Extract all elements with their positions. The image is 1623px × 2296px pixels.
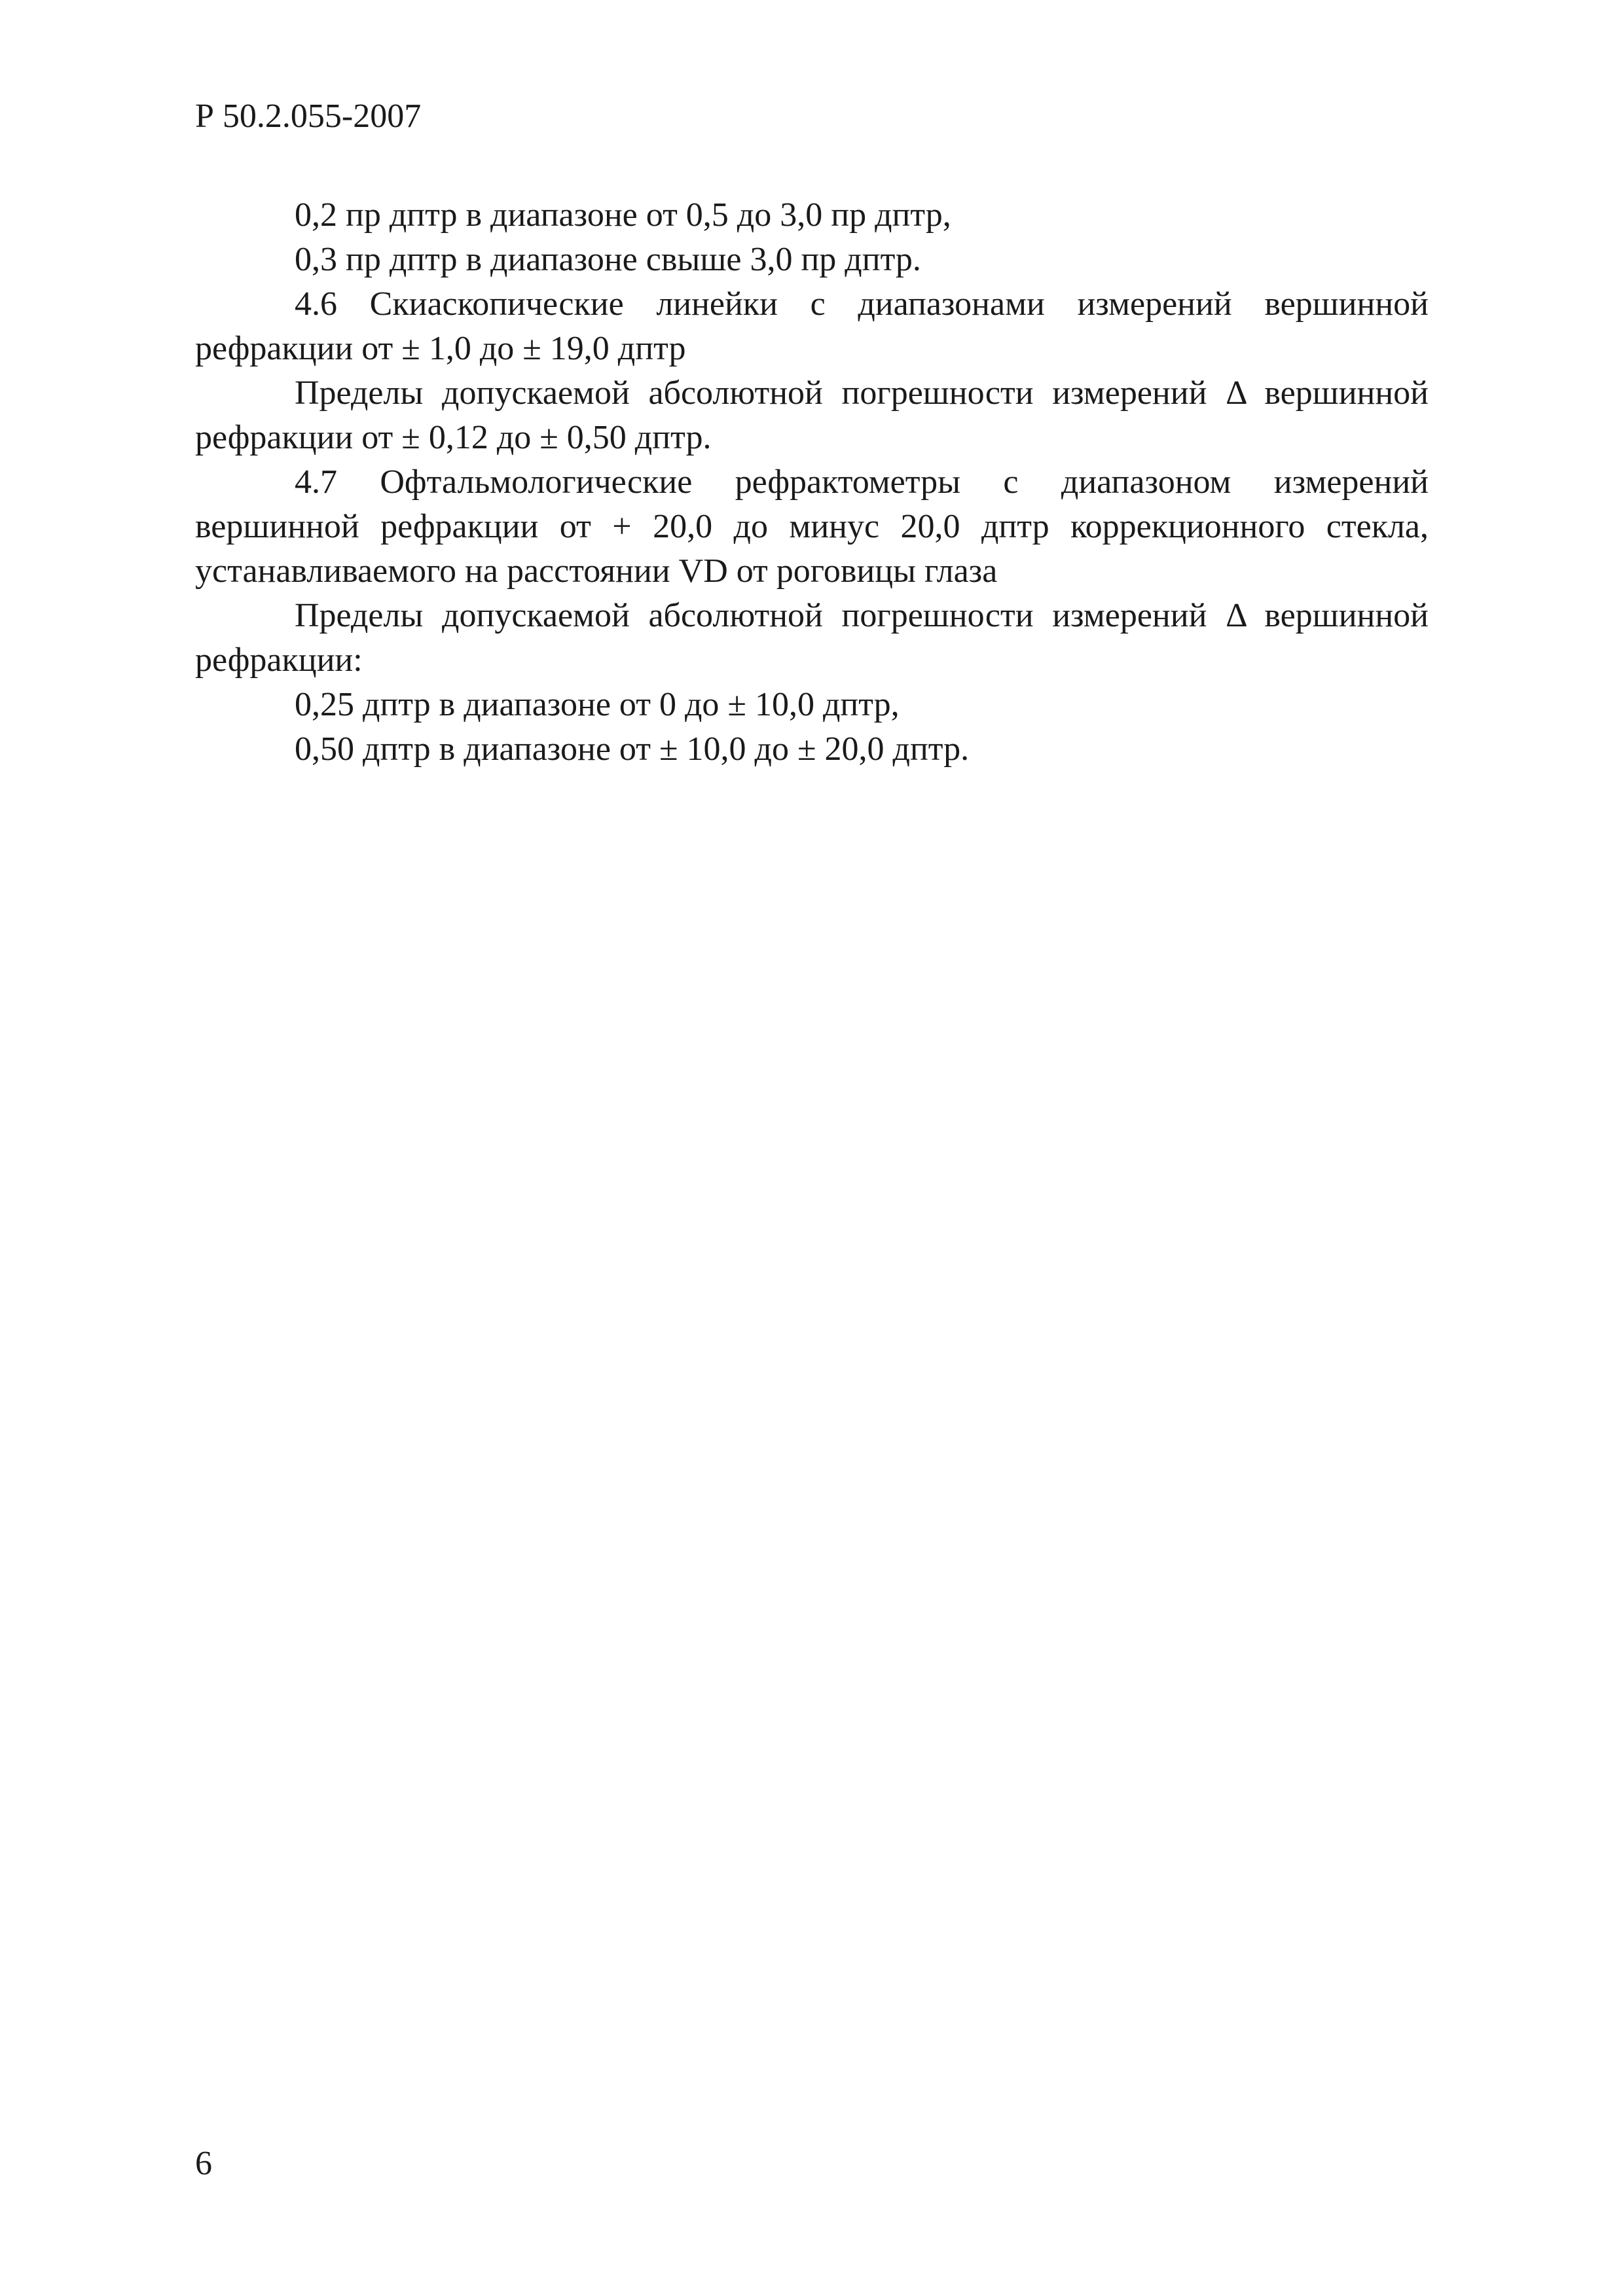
paragraph-error-limits-4-7: Пределы допускаемой абсолютной погрешности измерений Δ вершинной рефракции: <box>195 597 1429 679</box>
page-number: 6 <box>195 2145 212 2182</box>
paragraph-range-0-3: 0,3 пр дптр в диапазоне свыше 3,0 пр дптр. <box>295 241 921 278</box>
paragraph-error-limits-4-6: Пределы допускаемой абсолютной погрешности измерений Δ вершинной рефракции от ± 0,12 до ± 0,50 дптр. <box>195 374 1429 456</box>
paragraph-section-4-7: 4.7 Офтальмологические рефрактометры с диапазоном измерений вершинной рефракции от + 20,0 до минус 20,0 дптр коррекционного стекла, устанавливаемого на расстоянии VD от роговицы глаза <box>195 463 1429 590</box>
document-body <box>195 193 1429 772</box>
paragraph-range-0-50: 0,50 дптр в диапазоне от ± 10,0 до ± 20,0 дптр. <box>295 730 970 768</box>
paragraph-section-4-6: 4.6 Скиаскопические линейки с диапазонами измерений вершинной рефракции от ± 1,0 до ± 19,0 дптр <box>195 285 1429 367</box>
paragraph-range-0-25: 0,25 дптр в диапазоне от 0 до ± 10,0 дптр, <box>295 686 900 723</box>
document-code-header: Р 50.2.055-2007 <box>195 98 422 135</box>
paragraph-range-0-2: 0,2 пр дптр в диапазоне от 0,5 до 3,0 пр дптр, <box>295 196 951 234</box>
